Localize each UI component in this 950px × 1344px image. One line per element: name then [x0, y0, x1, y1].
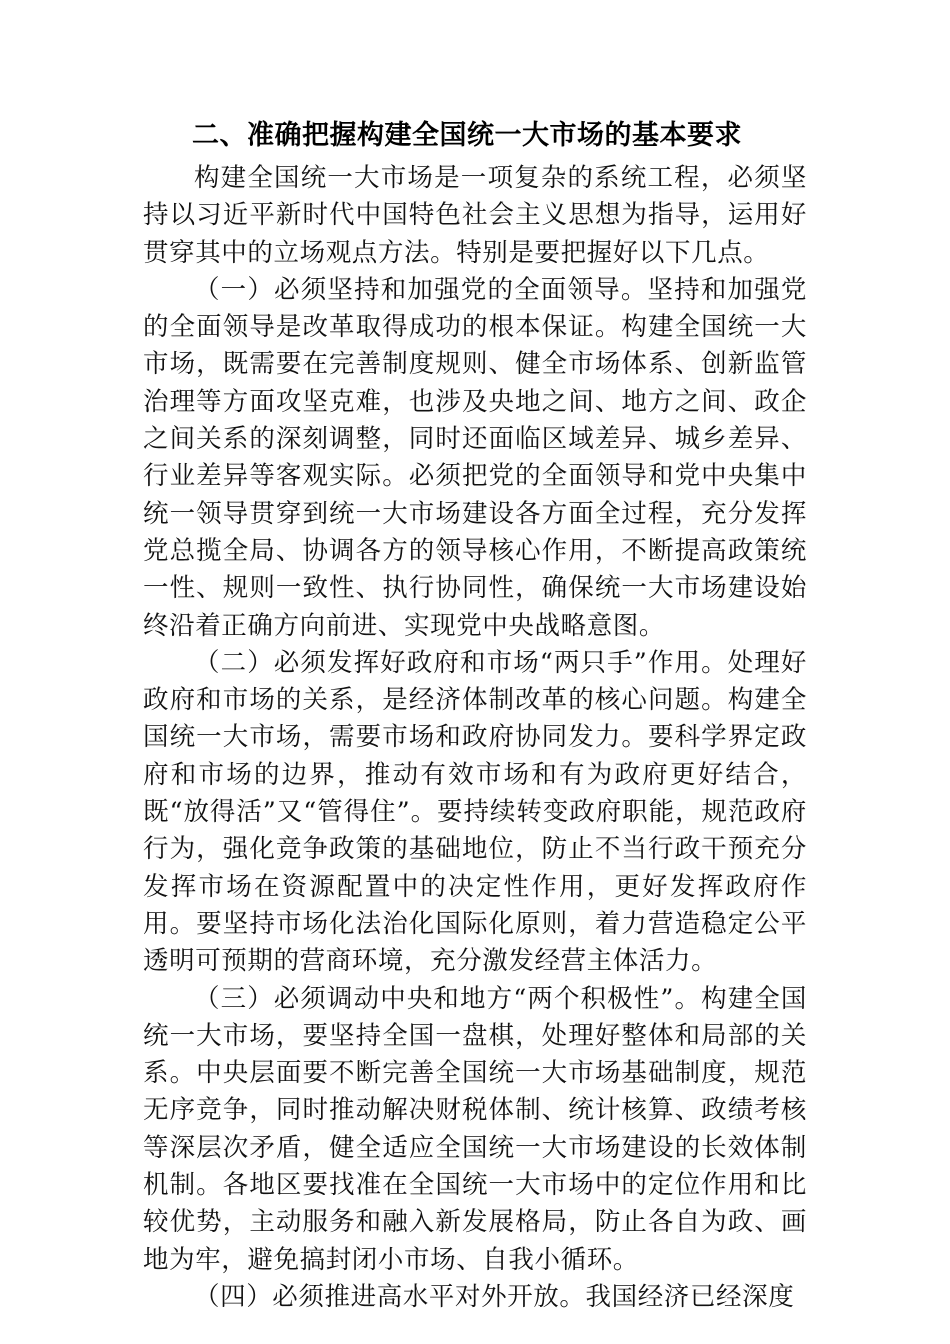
paragraph-point-3: （三）必须调动中央和地方“两个积极性”。构建全国统一大市场，要坚持全国一盘棋，处理好整体和局部的关系。中央层面要不断完善全国统一大市场基础制度，规范无序竞争，同时推动解决财税体制、统计核算、政绩考核等深层次矛盾，健全适应全国统一大市场建设的长效体制机制。各地区要找准在全国统一大市场中的定位作用和比较优势，主动服务和融入新发展格局，防止各自为政、画地为牢，避免搞封闭小市场、自我小循环。	[143, 983, 807, 1275]
paragraph-point-1: （一）必须坚持和加强党的全面领导。坚持和加强党的全面领导是改革取得成功的根本保证。构建全国统一大市场，既需要在完善制度规则、健全市场体系、创新监管治理等方面攻坚克难，也涉及央地之间、地方之间、政企之间关系的深刻调整，同时还面临区域差异、城乡差异、行业差异等客观实际。必须把党的全面领导和党中央集中统一领导贯穿到统一大市场建设各方面全过程，充分发挥党总揽全局、协调各方的领导核心作用，不断提高政策统一性、规则一致性、执行协同性，确保统一大市场建设始终沿着正确方向前进、实现党中央战略意图。	[143, 274, 807, 641]
section-heading: 二、准确把握构建全国统一大市场的基本要求	[192, 120, 742, 151]
document-body	[143, 160, 807, 1316]
paragraph-intro: 构建全国统一大市场是一项复杂的系统工程，必须坚持以习近平新时代中国特色社会主义思想为指导，运用好贯穿其中的立场观点方法。特别是要把握好以下几点。	[143, 163, 807, 268]
paragraph-point-2: （二）必须发挥好政府和市场“两只手”作用。处理好政府和市场的关系，是经济体制改革的核心问题。构建全国统一大市场，需要市场和政府协同发力。要科学界定政府和市场的边界，推动有效市场和有为政府更好结合，既“放得活”又“管得住”。要持续转变政府职能，规范政府行为，强化竞争政策的基础地位，防止不当行政干预充分发挥市场在资源配置中的决定性作用，更好发挥政府作用。要坚持市场化法治化国际化原则，着力营造稳定公平透明可预期的营商环境，充分激发经营主体活力。	[143, 647, 807, 977]
paragraph-point-4: （四）必须推进高水平对外开放。我国经济已经深度	[194, 1281, 795, 1312]
